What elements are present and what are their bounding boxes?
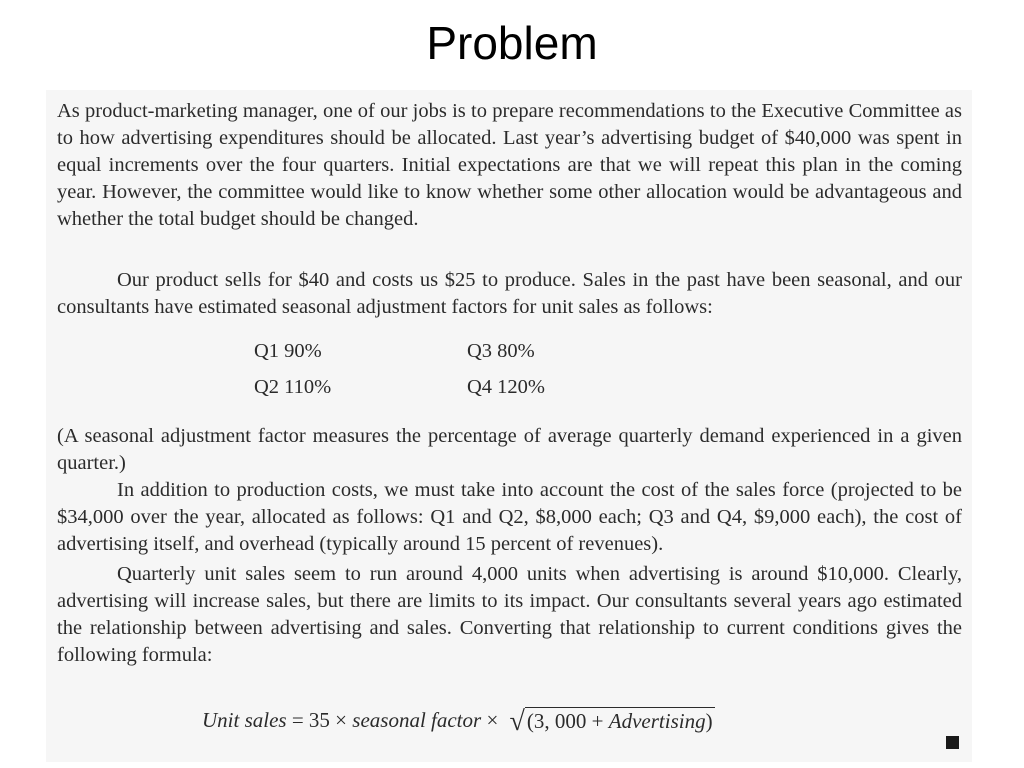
square-root-icon: √ [509,706,525,737]
paragraph-costs: In addition to production costs, we must take into account the cost of the sales force (projected to be $34,000 over the year, allocated as follows: Q1 and Q2, $8,000 each; Q3 and Q4, $9,000 each), the cost of advertising itself, and overhead (typically around 15 percent of revenues). [57,479,962,555]
formula-radicand [525,707,715,734]
paragraph-intro: As product-marketing manager, one of our jobs is to prepare recommendations to the Executive Committee as to how advertising expenditures should be allocated. Last year’s advertising budget of $40,000 was spent in equal increments over the four quarters. Initial expectations are that we will repeat this plan in the coming year. However, the committee would like to know whether some other allocation would be advantageous and whether the total budget should be changed. [57,100,962,230]
paragraph-advertising: Quarterly unit sales seem to run around 4,000 units when advertising is around $10,000. Clearly, advertising will increase sales, but there are limits to its impact. Our consultants several years ago estimated the relationship between advertising and sales. Converting that relationship to current conditions gives the following formula: [57,563,962,666]
paragraph-pricing: Our product sells for $40 and costs us $25 to produce. Sales in the past have been seasonal, and our consultants have estimated seasonal adjustment factors for unit sales as follows: [57,269,962,318]
formula-times: × [481,707,504,732]
radicand-variable: Advertising [608,709,706,733]
end-of-problem-square-icon [946,736,959,749]
scanned-text-page [46,90,972,762]
square-root [510,704,715,736]
formula-factor: seasonal factor [352,707,482,732]
factor-q3: Q3 80% [467,340,535,362]
factor-q2: Q2 110% [254,376,332,398]
factor-q4: Q4 120% [467,376,546,398]
radicand-prefix: (3, 000 + [526,709,609,733]
unit-sales-formula [202,704,715,736]
slide-title: Problem [426,17,598,69]
formula-equals: = 35 × [286,707,353,732]
factor-q1: Q1 90% [254,340,322,362]
radicand-suffix: ) [705,709,713,733]
paragraph-factor-definition: (A seasonal adjustment factor measures the percentage of average quarterly demand experienced in a given quarter.) [57,425,962,474]
formula-lhs: Unit sales [202,707,287,732]
